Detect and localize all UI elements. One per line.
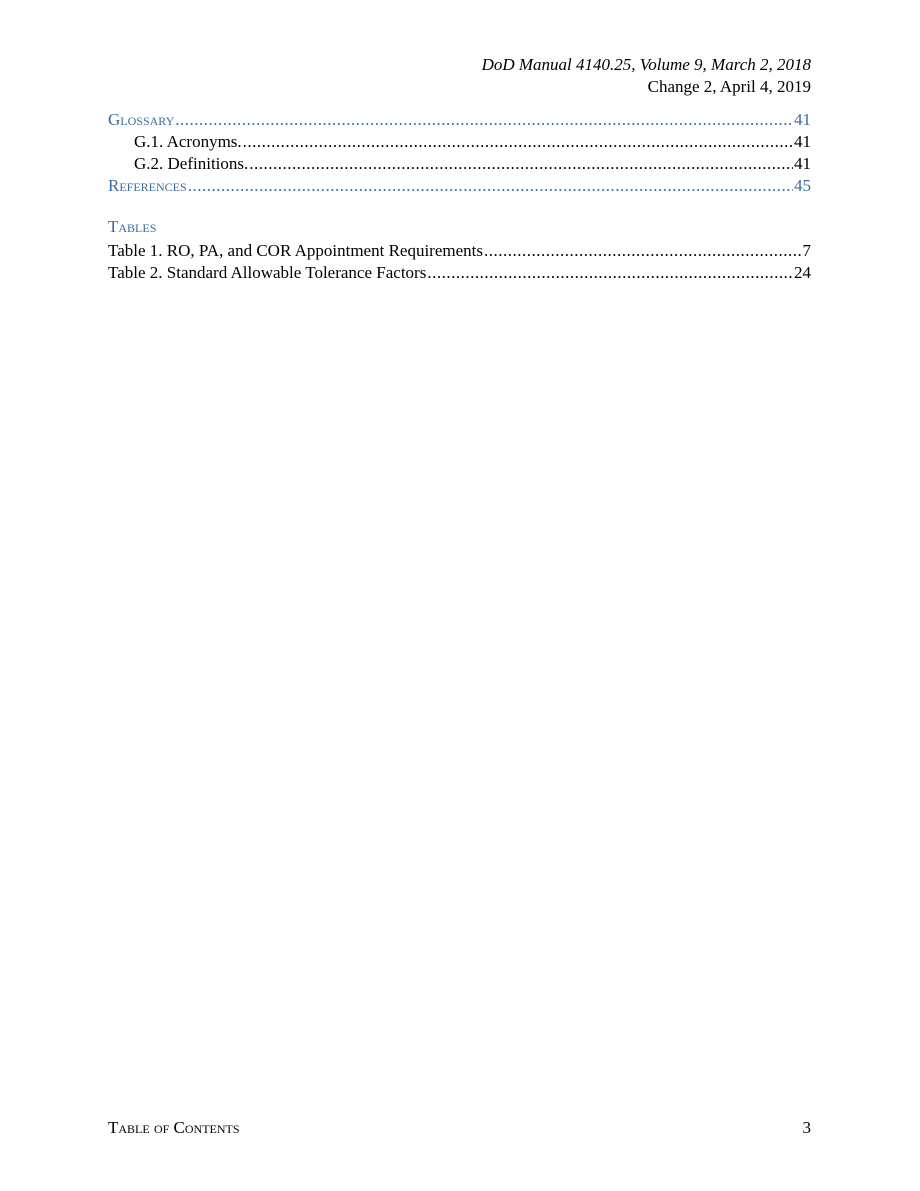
document-title: DoD Manual 4140.25, Volume 9, March 2, 2018: [481, 55, 811, 74]
toc-entry-acronyms[interactable]: [108, 131, 811, 153]
page-number: 3: [802, 1118, 811, 1137]
toc-entry-label: Table 1. RO, PA, and COR Appointment Requirements: [108, 241, 483, 260]
toc-entry-glossary[interactable]: [108, 109, 811, 131]
toc-entry-table-1[interactable]: [108, 240, 811, 262]
toc-entry-page: 7: [802, 241, 811, 260]
toc-entry-label: G.2. Definitions.: [134, 154, 249, 173]
toc-entry-page: 41: [794, 110, 811, 129]
toc-entry-label: G.1. Acronyms.: [134, 132, 242, 151]
leader-dots: [175, 109, 793, 131]
running-footer: [108, 1117, 811, 1139]
toc-entry-definitions[interactable]: [108, 153, 811, 175]
leader-dots: [427, 262, 793, 284]
leader-dots: [243, 131, 793, 153]
toc-entry-label: Table 2. Standard Allowable Tolerance Factors: [108, 263, 427, 282]
tables-heading: Tables: [108, 217, 157, 236]
toc-entry-page: 41: [794, 132, 811, 151]
leader-dots: [249, 153, 793, 175]
toc-entry-label: Glossary: [108, 110, 175, 129]
toc-entry-label: References: [108, 176, 187, 195]
toc-entry-page: 24: [794, 263, 811, 282]
toc-entry-page: 41: [794, 154, 811, 173]
leader-dots: [484, 240, 802, 262]
toc-entry-references[interactable]: [108, 175, 811, 197]
running-header: [482, 54, 811, 98]
change-notice: Change 2, April 4, 2019: [647, 77, 811, 96]
footer-section-title: Table of Contents: [108, 1118, 240, 1137]
list-of-tables: [108, 240, 811, 284]
leader-dots: [188, 175, 793, 197]
toc-entry-table-2[interactable]: [108, 262, 811, 284]
table-of-contents: [108, 109, 811, 197]
toc-entry-page: 45: [794, 176, 811, 195]
